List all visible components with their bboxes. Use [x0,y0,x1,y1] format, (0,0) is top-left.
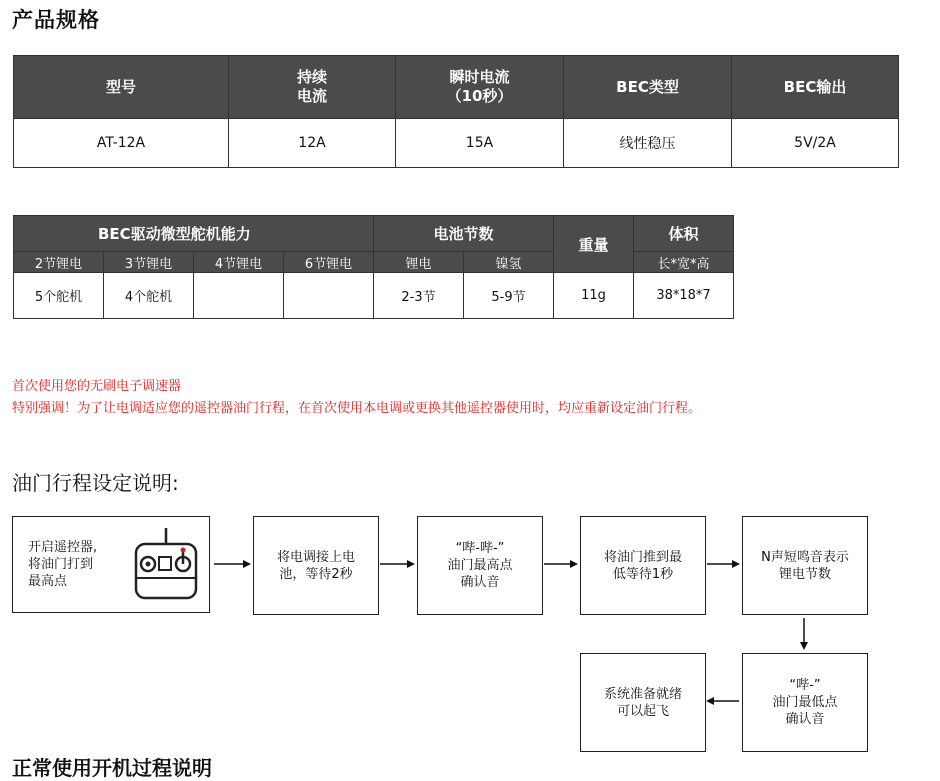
cell-2s-servos: 5个舵机 [14,273,104,319]
flow-step-text: 系统准备就绪 可以起飞 [603,686,682,719]
subheader-dimensions: 长*宽*高 [634,252,734,273]
header-battery-cells: 电池节数 [374,216,554,252]
transmitter-icon [130,526,202,604]
arrow-right-icon [377,557,417,571]
subheader-lipo: 锂电 [374,252,464,273]
flow-step-text: “哔-哔-” 油门最高点 确认音 [447,541,513,590]
cell-dimensions: 38*18*7 [634,273,734,319]
header-bec-servo-capacity: BEC驱动微型舵机能力 [14,216,374,252]
subheader-6s-lipo: 6节锂电 [284,252,374,273]
flow-step-text: 将电调接上电 池，等待2秒 [276,549,355,582]
cell-nimh-cells: 5-9节 [464,273,554,319]
cell-4s-servos [194,273,284,319]
table-row [14,119,899,168]
flow-step-2 [253,516,379,615]
arrow-left-icon [704,694,742,708]
cell-weight: 11g [554,273,634,319]
flow-step-7 [580,653,706,752]
flow-step-text: 将油门推到最 低等待1秒 [603,549,682,582]
spec-table-secondary [13,215,734,319]
header-bec-type: BEC类型 [564,56,732,119]
spec-table-main [13,55,899,168]
throttle-warning-note: 特别强调！为了让电调适应您的遥控器油门行程，在首次使用本电调或更换其他遥控器使用时，均应重新设定油门行程。 [12,401,702,416]
arrow-right-icon [704,557,742,571]
header-weight: 重量 [554,216,634,273]
flow-step-3 [417,516,543,615]
first-use-note: 首次使用您的无刷电子调速器 [12,379,182,394]
subheader-3s-lipo: 3节锂电 [104,252,194,273]
header-bec-output: BEC输出 [732,56,899,119]
table-row [14,273,734,319]
header-volume: 体积 [634,216,734,252]
arrow-right-icon [541,557,580,571]
cell-bec-type: 线性稳压 [564,119,732,168]
page-title: 产品规格 [12,8,100,32]
subheader-nimh: 镍氢 [464,252,554,273]
cell-3s-servos: 4个舵机 [104,273,194,319]
cell-burst-current: 15A [396,119,564,168]
flow-step-text: 开启遥控器, 将油门打到 最高点 [28,540,98,589]
cell-6s-servos [284,273,374,319]
subheader-2s-lipo: 2节锂电 [14,252,104,273]
cell-lipo-cells: 2-3节 [374,273,464,319]
cell-model: AT-12A [14,119,229,168]
flow-step-6 [742,653,868,752]
section-title-startup: 正常使用开机过程说明 [12,756,212,780]
flow-step-text: N声短鸣音表示 锂电节数 [761,549,849,582]
arrow-right-icon [210,557,253,571]
flow-step-4 [580,516,706,615]
header-model: 型号 [14,56,229,119]
cell-bec-output: 5V/2A [732,119,899,168]
header-continuous-current: 持续 电流 [229,56,396,119]
arrow-down-icon [797,613,811,653]
header-burst-current: 瞬时电流 （10秒） [396,56,564,119]
cell-continuous-current: 12A [229,119,396,168]
subheader-4s-lipo: 4节锂电 [194,252,284,273]
flow-step-5 [742,516,868,615]
flow-step-text: “哔-” 油门最低点 确认音 [772,678,838,727]
flow-title: 油门行程设定说明: [12,471,179,495]
